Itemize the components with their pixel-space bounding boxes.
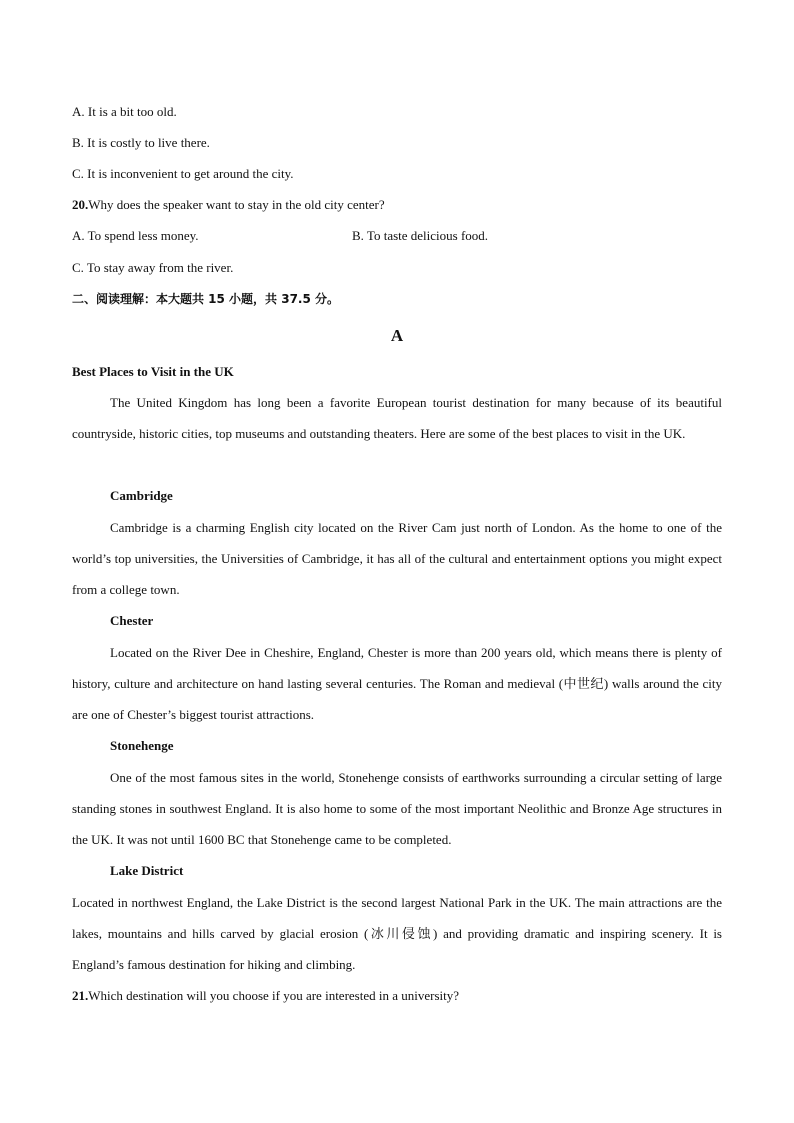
place-text-stonehenge: One of the most famous sites in the world, Stonehenge consists of earthworks surrounding a circular setting of large standing stones in southwest England. It is also home to some of the most important Neolithic and Bronze Age structures in the UK. It was not until 1600 BC that Stonehenge came to be completed. xyxy=(72,770,722,848)
q20-question-line xyxy=(72,197,385,213)
q19-option-b: B. It is costly to live there. xyxy=(72,135,210,150)
place-text-cambridge: Cambridge is a charming English city located on the River Cam just north of London. As the home to one of the world’s top universities, the Universities of Cambridge, it has all of the cultural and entertainment options you might expect from a college town. xyxy=(72,520,722,598)
q20-option-b: B. To taste delicious food. xyxy=(352,228,489,243)
place-text-lake-district: Located in northwest England, the Lake District is the second largest National Park in the UK. The main attractions are the lakes, mountains and hills carved by glacial erosion (冰川侵蚀) and providing dramatic and inspiring scenery. It is England’s famous destination for hiking and climbing. xyxy=(72,895,722,973)
intro-text: The United Kingdom has long been a favorite European tourist destination for many because of its beautiful countryside, historic cities, top museums and outstanding theaters. Here are some of the best places to visit in the UK. xyxy=(72,395,722,442)
q20-number: 20. xyxy=(72,197,89,212)
place-paragraph-chester xyxy=(72,637,722,731)
intro-paragraph xyxy=(72,387,722,449)
q20-option-a: A. To spend less money. xyxy=(72,228,199,243)
passage-letter: A xyxy=(390,326,404,345)
place-text-chester: Located on the River Dee in Cheshire, England, Chester is more than 200 years old, which means there is plenty of history, culture and architecture on hand lasting several centuries. The Roman and medieval (中世纪) walls around the city are one of Chester’s biggest tourist attractions. xyxy=(72,645,722,723)
place-paragraph-lake-district xyxy=(72,887,722,981)
q20-option-c: C. To stay away from the river. xyxy=(72,260,234,275)
place-heading-chester: Chester xyxy=(110,613,154,628)
q19-option-a: A. It is a bit too old. xyxy=(72,104,177,119)
q21-number: 21. xyxy=(72,988,89,1003)
place-heading-stonehenge: Stonehenge xyxy=(110,738,174,753)
q20-question: Why does the speaker want to stay in the old city center? xyxy=(88,197,385,212)
q21-question-line xyxy=(72,988,459,1004)
place-heading-cambridge: Cambridge xyxy=(110,488,173,503)
place-paragraph-stonehenge xyxy=(72,762,722,856)
place-paragraph-cambridge xyxy=(72,512,722,606)
place-heading-lake-district: Lake District xyxy=(110,863,184,878)
passage-title: Best Places to Visit in the UK xyxy=(72,364,234,379)
q21-question: Which destination will you choose if you are interested in a university? xyxy=(88,988,460,1003)
section-header: 二、阅读理解：本大题共 15 小题，共 37.5 分。 xyxy=(72,292,340,306)
q19-option-c: C. It is inconvenient to get around the city. xyxy=(72,166,294,181)
